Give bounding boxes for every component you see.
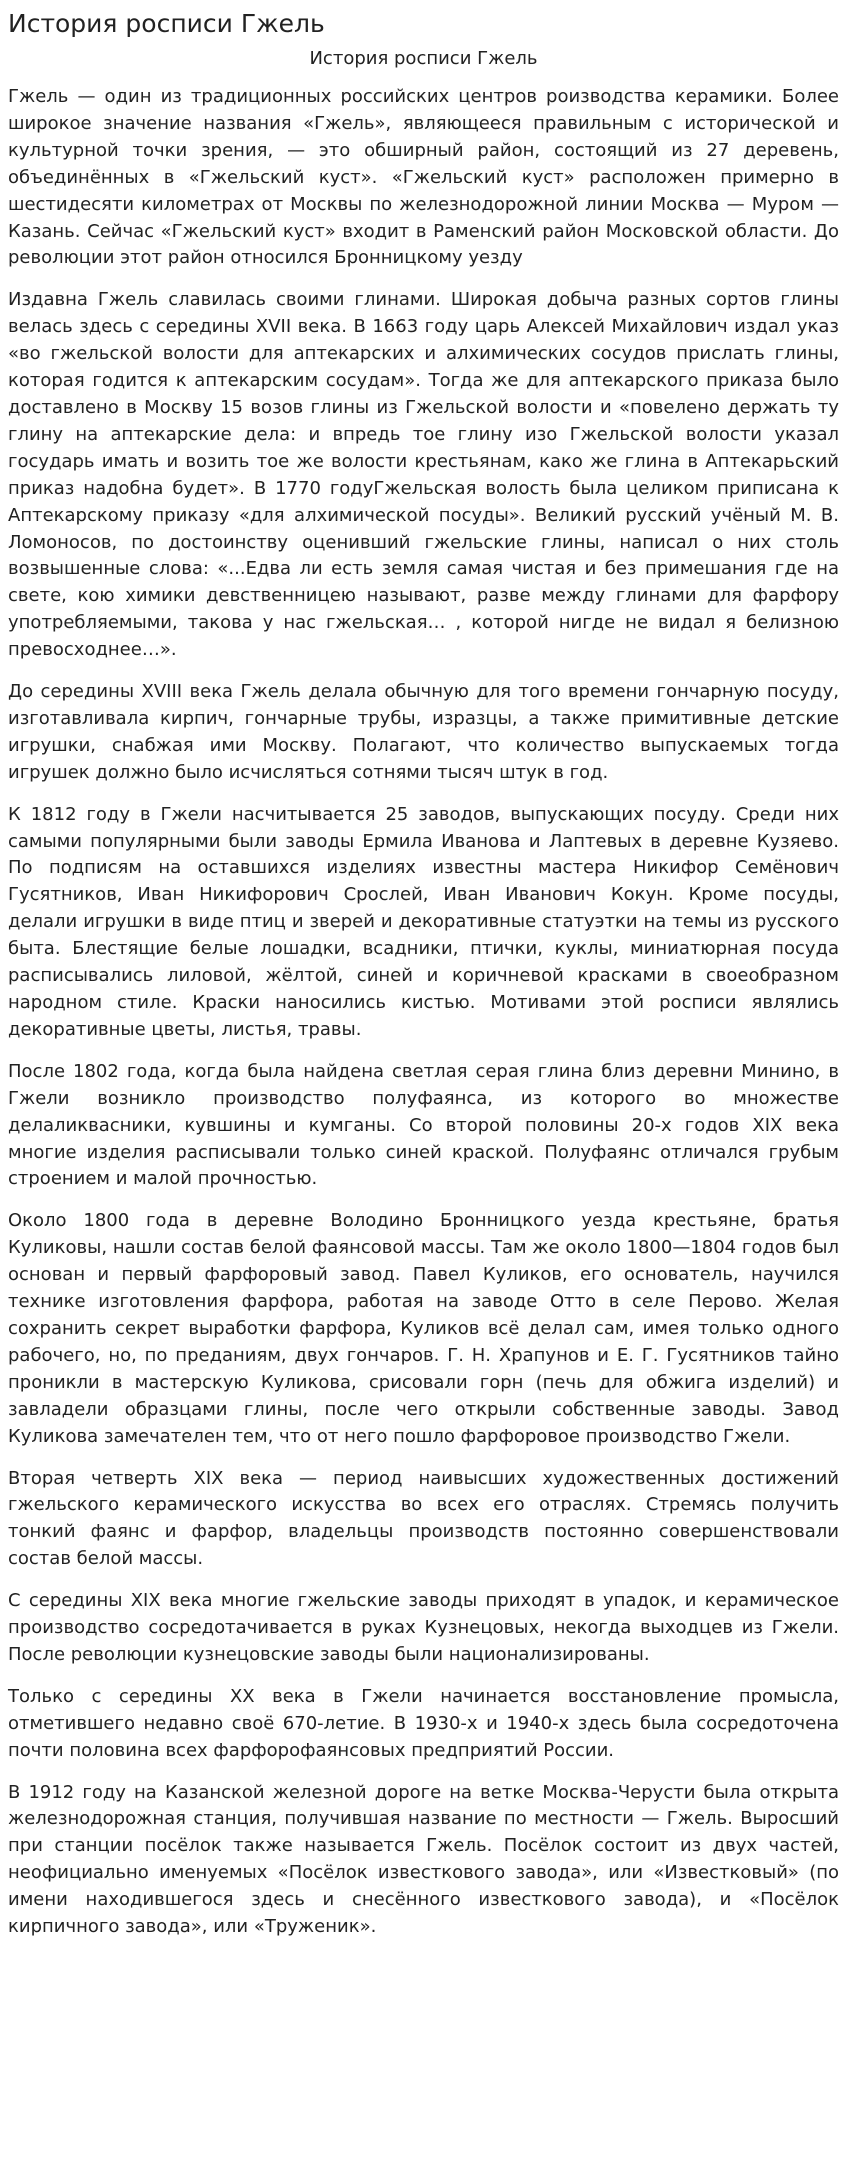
paragraph-1812: К 1812 году в Гжели насчитывается 25 заводов, выпускающих посуду. Среди них самыми популярными были заводы Ермила Иванова и Лаптевых в деревне Кузяево. По подписям на оставшихся изделиях известны мастера Никифор Семёнович Гусятников, Иван Никифорович Срослей, Иван Иванович Кокун. Кроме посуды, делали игрушки в виде птиц и зверей и декоративные статуэтки на темы из русского быта. Блестящие белые лошадки, всадники, птички, куклы, миниатюрная посуда расписывались лиловой, жёлтой, синей и коричневой красками в своеобразном народном стиле. Краски наносились кистью. Мотивами этой росписи являлись декоративные цветы, листья, травы.: [8, 803, 839, 1040]
paragraph-intro: Гжель — один из традиционных российских центров роизводства керамики. Более широкое значение названия «Гжель», являющееся правильным с исторической и культурной точки зрения, — это обширный район, состоящий из 27 деревень, объединённых в «Гжельский куст». «Гжельский куст» расположен примерно в шестидесяти километрах от Москвы по железнодорожной линии Москва — Муром — Казань. Сейчас «Гжельский куст» входит в Раменский район Московской области. До революции этот район относился Бронницкому уезду: [8, 86, 839, 269]
paragraph-station: В 1912 году на Казанской железной дороге на ветке Москва-Черусти была открыта железнодорожная станция, получившая название по местности — Гжель. Выросший при станции посёлок также называется Гжель. Посёлок состоит из двух частей, неофициально именуемых «Посёлок известкового завода», или «Известковый» (по имени находившегося здесь и снесённого известкового завода), и «Посёлок кирпичного завода», или «Труженик».: [8, 1781, 839, 1938]
paragraph-kulikovs: Около 1800 года в деревне Володино Бронницкого уезда крестьяне, братья Куликовы, нашли состав белой фаянсовой массы. Там же около 1800—1804 годов был основан и первый фарфоровый завод. Павел Куликов, его основатель, научился технике изготовления фарфора, работая на заводе Отто в селе Перово. Желая сохранить секрет выработки фарфора, Куликов всё делал сам, имея только одного рабочего, но, по преданиям, двух гончаров. Г. Н. Храпунов и Е. Г. Гусятников тайно проникли в мастерскую Куликова, срисовали горн (печь для обжига изделий) и завладели образцами глины, после чего открыли собственные заводы. Завод Куликова замечателен тем, что от него пошло фарфоровое производство Гжели.: [8, 1210, 839, 1447]
page-title: История росписи Гжель: [8, 9, 325, 38]
paragraph-semi-faience: После 1802 года, когда была найдена светлая серая глина близ деревни Минино, в Гжели возникло производство полуфаянса, из которого во множестве делаликвасники, кувшины и кумганы. Со второй половины 20-х годов XIX века многие изделия расписывали только синей краской. Полуфаянс отличался грубым строением и малой прочностью.: [8, 1060, 839, 1190]
paragraph-revival: Только с середины XX века в Гжели начинается восстановление промысла, отметившего недавно своё 670-летие. В 1930-х и 1940-х здесь была сосредоточена почти половина всех фарфорофаянсовых предприятий России.: [8, 1685, 839, 1761]
paragraph-decline: С середины XIX века многие гжельские заводы приходят в упадок, и керамическое производство сосредотачивается в руках Кузнецовых, некогда выходцев из Гжели. После революции кузнецовские заводы были национализированы.: [8, 1590, 839, 1665]
paragraph-golden-age: Вторая четверть XIX века — период наивысших художественных достижений гжельского керамического искусства во всех его отраслях. Стремясь получить тонкий фаянс и фарфор, владельцы производств постоянно совершенствовали состав белой массы.: [8, 1467, 839, 1570]
paragraph-18th-century: До середины XVIII века Гжель делала обычную для того времени гончарную посуду, изготавливала кирпич, гончарные трубы, изразцы, а также примитивные детские игрушки, снабжая ими Москву. Полагают, что количество выпускаемых тогда игрушек должно было исчисляться сотнями тысяч штук в год.: [8, 681, 839, 783]
article-subtitle: История росписи Гжель: [309, 48, 538, 69]
paragraph-clays: Издавна Гжель славилась своими глинами. Широкая добыча разных сортов глины велась здесь с середины XVII века. В 1663 году царь Алексей Михайлович издал указ «во гжельской волости для аптекарских и алхимических сосудов прислать глины, которая годится к аптекарским сосудам». Тогда же для аптекарского приказа было доставлено в Москву 15 возов глины из Гжельской волости и «повелено держать ту глину на аптекарские дела: и впредь тое глину изо Гжельской волости указал государь имать и возить тое же волости крестьянам, како же глина в Аптекарьский приказ надобна будет». В 1770 годуГжельская волость была целиком приписана к Аптекарскому приказу «для алхимической посуды». Великий русский учёный М. В. Ломоносов, по достоинству оценивший гжельские глины, написал о них столь возвышенные слова: «...Едва ли есть земля самая чистая и без примешания где на свете, кою химики девственницею называют, разве между глинами для фарфору употребляемыми, такова у нас гжельская… , которой нигде не видал я белизною превосходнее…».: [8, 289, 839, 661]
